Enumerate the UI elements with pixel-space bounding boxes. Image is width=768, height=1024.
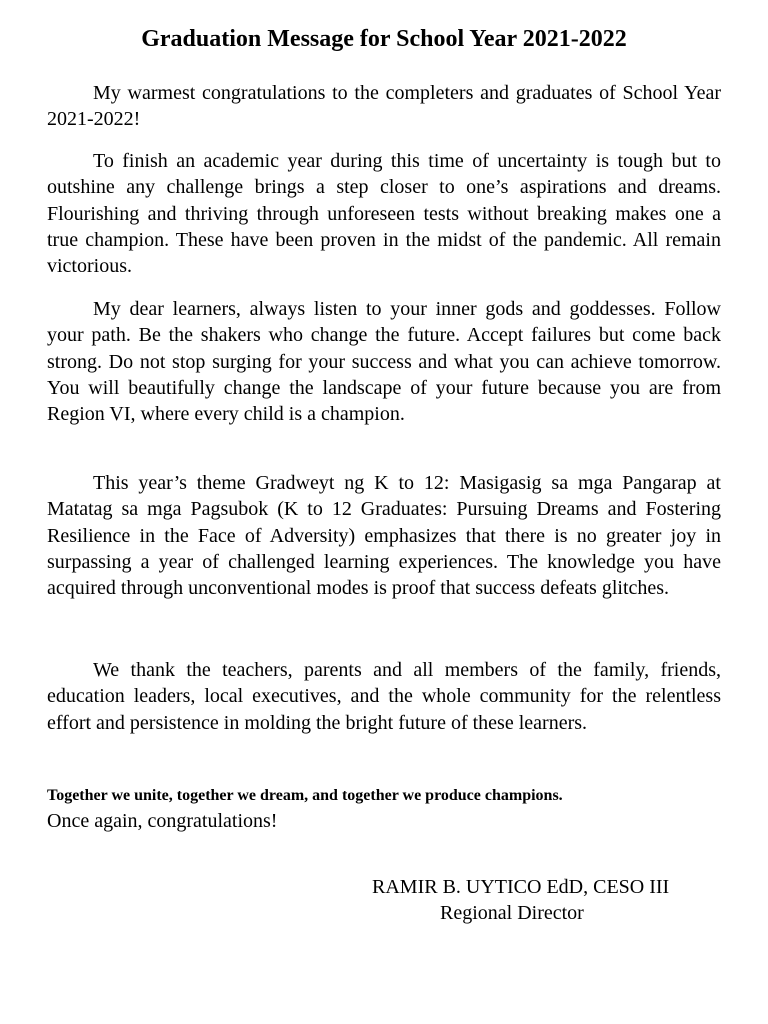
- paragraph-learners: [47, 296, 721, 427]
- paragraph-text: We thank the teachers, parents and all members of the family, friends, education leaders, local executives, and the whole community for the relentless effort and persistence in molding the bright future of these learners.: [47, 659, 721, 734]
- signatory-name: RAMIR B. UYTICO EdD, CESO III: [372, 876, 670, 898]
- paragraph-thanks: [47, 657, 721, 736]
- paragraph-uncertainty: [47, 148, 721, 279]
- signatory-title: Regional Director: [440, 902, 584, 924]
- signature-block: [372, 874, 722, 926]
- paragraph-text: To finish an academic year during this time of uncertainty is tough but to outshine any challenge brings a step closer to one’s aspirations and dreams. Flourishing and thriving through unforeseen tests without breaking makes one a true champion. These have been proven in the midst of the pandemic. All remain victorious.: [47, 150, 721, 278]
- paragraph-text: My warmest congratulations to the completers and graduates of School Year 2021-2022!: [47, 82, 721, 131]
- paragraph-text: This year’s theme Gradweyt ng K to 12: Masigasig sa mga Pangarap at Matatag sa mga Pagsubok (K to 12 Graduates: Pursuing Dreams and Fostering Resilience in the Face of Adversity) emphasizes that there is no greater joy in surpassing a year of challenged learning experiences. The knowledge you have acquired through unconventional modes is proof that success defeats glitches.: [47, 472, 721, 600]
- document-title: Graduation Message for School Year 2021-2022: [141, 26, 627, 52]
- paragraph-congratulations: [47, 80, 721, 133]
- paragraph-text: My dear learners, always listen to your inner gods and goddesses. Follow your path. Be the shakers who change the future. Accept failures but come back strong. Do not stop surging for your success and what you can achieve tomorrow. You will beautifully change the landscape of your future because you are from Region VI, where every child is a champion.: [47, 298, 721, 426]
- closing-line: Together we unite, together we dream, and together we produce champions.: [47, 787, 563, 804]
- closing-congratulations: Once again, congratulations!: [47, 810, 278, 832]
- paragraph-theme: [47, 470, 721, 601]
